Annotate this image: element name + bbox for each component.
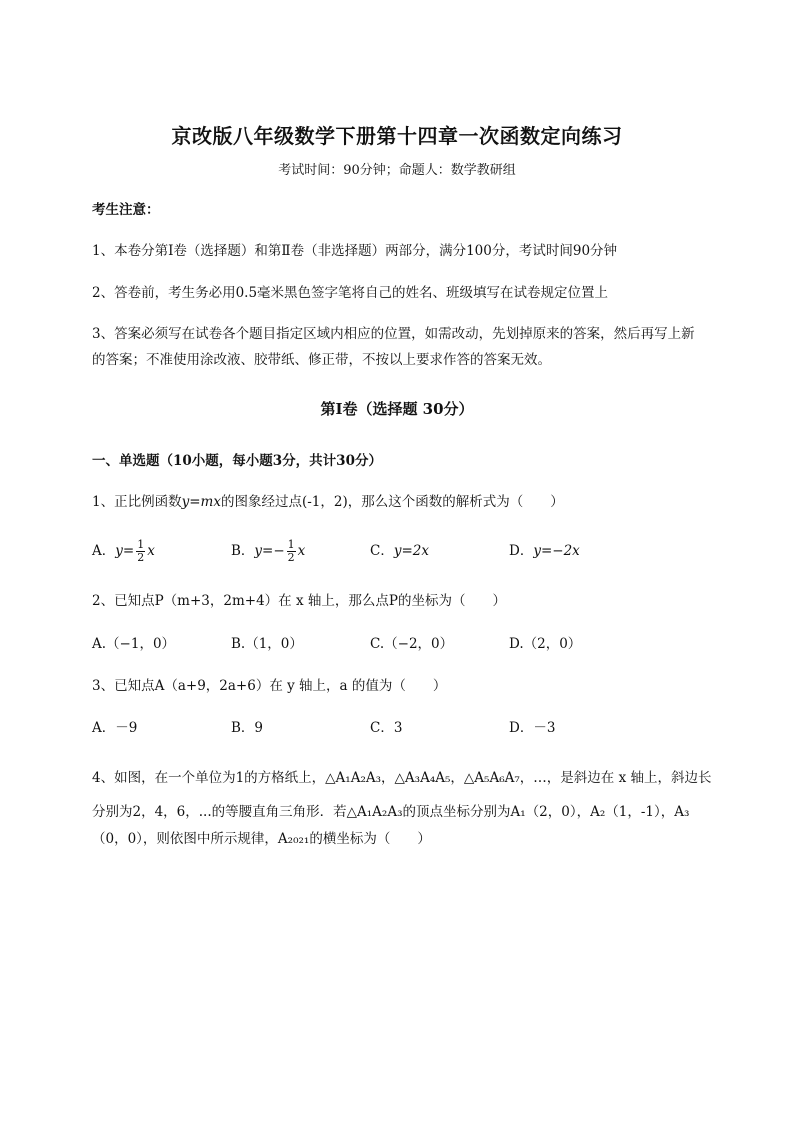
fraction-denominator: 2 (137, 551, 145, 564)
section-title: 第I卷（选择题 30分） (320, 400, 474, 418)
option-d-expr: y=−2x (533, 543, 580, 559)
option-a-lhs: y= (115, 543, 135, 559)
option-b-prefix: B． (231, 543, 255, 559)
notice-item-3-line-1: 3、答案必须写在试卷各个题目指定区域内相应的位置，如需改动，先划掉原来的答案，然后再写上新 (92, 326, 695, 342)
fraction-numerator: 1 (287, 538, 295, 551)
notice-item-3-line-2: 的答案；不准使用涂改液、胶带纸、修正带，不按以上要求作答的答案无效。 (92, 352, 551, 368)
question-3-stem: 3、已知点A（a+9，2a+6）在 y 轴上，a 的值为（ ） (92, 678, 447, 694)
question-1-expr: y=mx (181, 494, 221, 510)
question-1-stem (92, 488, 732, 516)
option-b-lhs: y=− (254, 543, 285, 559)
question-3-option-a: A．－9 (92, 720, 138, 736)
option-a-prefix: A． (92, 543, 116, 559)
option-a-var: x (147, 543, 155, 559)
notice-item-2: 2、答卷前，考生务必用0.5毫米黑色签字笔将自己的姓名、班级填写在试卷规定位置上 (92, 285, 609, 301)
page-title: 京改版八年级数学下册第十四章一次函数定向练习 (171, 124, 623, 148)
option-a-fraction (136, 539, 145, 564)
question-2-option-a: A.（−1，0） (92, 636, 176, 652)
question-2-option-c: C.（−2，0） (370, 636, 454, 652)
question-3-option-b: B．9 (231, 720, 264, 736)
exam-info: 考试时间：90分钟；命题人：数学教研组 (278, 163, 516, 178)
notice-item-1: 1、本卷分第I卷（选择题）和第Ⅱ卷（非选择题）两部分，满分100分，考试时间90分钟 (92, 243, 618, 259)
question-1-option-b (231, 537, 305, 565)
notice-heading: 考生注意： (92, 202, 160, 218)
option-b-fraction (287, 539, 296, 564)
question-4-line-1: 4、如图，在一个单位为1的方格纸上，△A₁A₂A₃，△A₃A₄A₅，△A₅A₆A₇，…，是斜边在 x 轴上，斜边长 (92, 770, 712, 786)
question-3-option-d: D．－3 (509, 720, 556, 736)
question-4-line-2: 分别为2，4，6，...的等腰直角三角形．若△A₁A₂A₃的顶点坐标分别为A₁（2，0），A₂（1，-1），A₃ (92, 804, 690, 820)
part-heading: 一、单选题（10小题，每小题3分，共计30分） (92, 453, 382, 469)
fraction-numerator: 1 (137, 538, 145, 551)
question-1-option-a (92, 537, 155, 565)
question-2-stem: 2、已知点P（m+3，2m+4）在 x 轴上，那么点P的坐标为（ ） (92, 593, 506, 609)
question-1-option-c (370, 537, 429, 565)
question-1-post: 的图象经过点(-1，2)，那么这个函数的解析式为（ ） (220, 494, 564, 510)
question-3-option-c: C．3 (370, 720, 403, 736)
question-1-pre: 1、正比例函数 (92, 494, 182, 510)
question-1-option-d (509, 537, 580, 565)
option-b-var: x (297, 543, 306, 559)
question-4-line-3: （0，0），则依图中所示规律，A₂₀₂₁的横坐标为（ ） (92, 831, 431, 847)
option-c-prefix: C． (370, 543, 394, 559)
question-2-option-b: B.（1，0） (231, 636, 303, 652)
question-2-option-d: D.（2，0） (509, 636, 582, 652)
fraction-denominator: 2 (287, 551, 295, 564)
option-d-prefix: D． (509, 543, 534, 559)
option-c-expr: y=2x (393, 543, 429, 559)
